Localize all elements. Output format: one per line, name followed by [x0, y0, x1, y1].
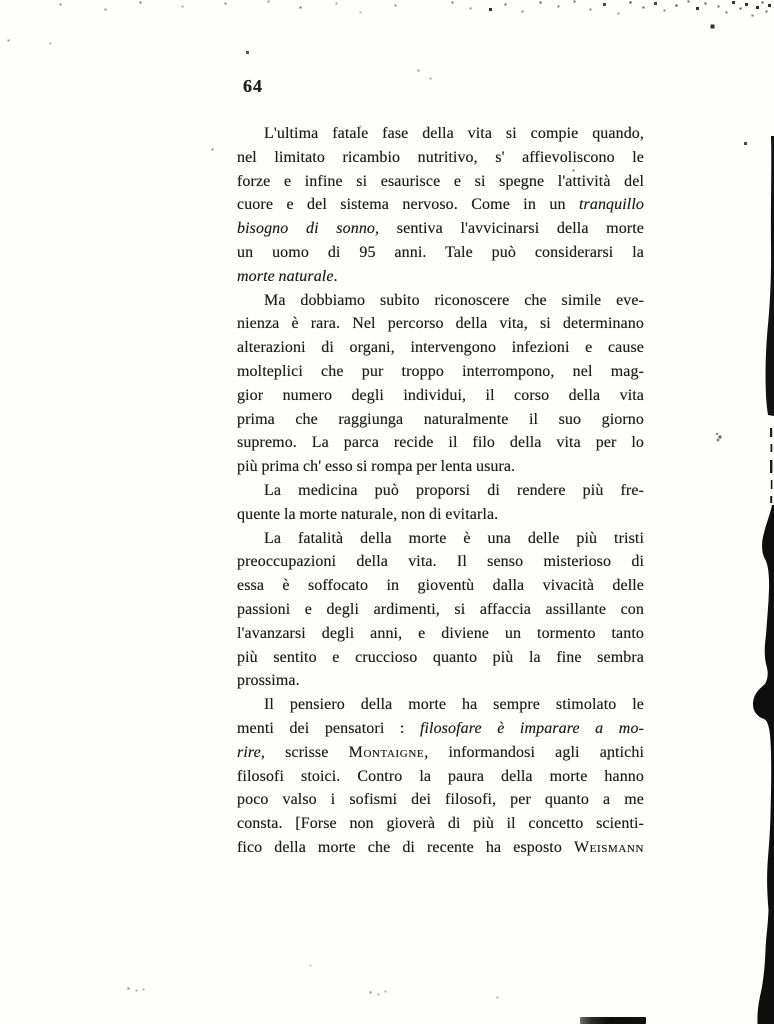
- text-run: , informandosi agli antichi: [424, 743, 644, 761]
- text-run: alterazioni di organi, intervengono infezioni e cause: [237, 339, 644, 357]
- text-line: [237, 741, 644, 765]
- text-line: [237, 646, 644, 670]
- text-run: nienza è rara. Nel percorso della vita, si determinano: [237, 315, 644, 333]
- page-number: 64: [243, 76, 263, 96]
- text-run: gior numero degli individui, il corso della vita: [237, 386, 644, 404]
- text-line: [237, 193, 644, 217]
- text-run: preoccupazioni della vita. Il senso misterioso di: [237, 553, 644, 571]
- italic-text: filosofare è imparare a mo-: [419, 719, 644, 737]
- ink-smudge-right-edge: [740, 0, 774, 1024]
- text-line: [237, 503, 644, 527]
- text-line: [237, 693, 644, 717]
- text-line: [237, 479, 644, 503]
- paragraph: [237, 289, 644, 479]
- text-run: , sentiva l'avvicinarsi della morte: [375, 220, 644, 238]
- italic-text: rire: [237, 743, 261, 761]
- text-run: quente la morte naturale, non di evitarla.: [237, 505, 499, 523]
- text-line: [237, 550, 644, 574]
- text-line: [237, 788, 644, 812]
- text-line: [237, 312, 644, 336]
- text-run: più prima ch' esso si rompa per lenta usura.: [237, 458, 516, 476]
- text-line: [237, 170, 644, 194]
- text-line: [237, 431, 644, 455]
- text-run: l'avanzarsi degli anni, e diviene un tormento tanto: [237, 624, 644, 642]
- text-run: consta. [Forse non gioverà di più il concetto scienti-: [237, 815, 644, 833]
- text-run: poco valso i sofismi dei filosofi, per quanto a me: [237, 791, 644, 809]
- text-run: essa è soffocato in gioventù dalla vivacità delle: [237, 577, 644, 595]
- text-run: un uomo di 95 anni. Tale può considerarsi la: [237, 243, 644, 261]
- text-run: prima che raggiunga naturalmente il suo giorno: [237, 410, 644, 428]
- text-run: , scrisse: [260, 743, 349, 761]
- italic-text: tranquillo: [578, 196, 644, 214]
- text-line: [237, 384, 644, 408]
- margin-ink-mark: [716, 433, 718, 435]
- text-run: Ma dobbiamo subito riconoscere che simile eve-: [264, 291, 644, 309]
- text-line: [237, 622, 644, 646]
- text-line: [237, 122, 644, 146]
- paragraph: [237, 122, 644, 289]
- text-run: La medicina può proporsi di rendere più fre-: [264, 481, 644, 499]
- text-line: [237, 598, 644, 622]
- text-line: [237, 812, 644, 836]
- text-run: supremo. La parca recide il filo della vita per lo: [237, 434, 644, 452]
- text-line: [237, 146, 644, 170]
- text-run: Il pensiero della morte ha sempre stimolato le: [264, 696, 644, 714]
- text-run: nel limitato ricambio nutritivo, s' affievoliscono le: [237, 148, 644, 166]
- text-run: passioni e degli ardimenti, si affaccia assillante con: [237, 600, 644, 618]
- italic-text: bisogno di sonno: [237, 220, 376, 238]
- text-run: La fatalità della morte è una delle più tristi: [264, 529, 644, 547]
- text-line: [237, 836, 644, 860]
- text-run: più sentito e cruccioso quanto più la fine sembra: [237, 648, 644, 666]
- text-run: menti dei pensatori :: [237, 719, 420, 737]
- text-run: L'ultima fatale fase della vita si compie quando,: [264, 125, 644, 142]
- text-line: [237, 241, 644, 265]
- text-line: [237, 527, 644, 551]
- text-line: [237, 217, 644, 241]
- text-run: forze e infine si esaurisce e si spegne l'attività del: [237, 172, 644, 190]
- text-run: molteplici che pur troppo interrompono, nel mag-: [237, 362, 644, 380]
- text-line: [237, 574, 644, 598]
- text-line: [237, 360, 644, 384]
- text-run: prossima.: [237, 672, 300, 690]
- text-line: [237, 336, 644, 360]
- smallcaps-name: Weismann: [573, 838, 644, 856]
- paragraph: [237, 527, 644, 694]
- page-text: [237, 122, 644, 860]
- text-line: [237, 408, 644, 432]
- text-line: [237, 717, 644, 741]
- paragraph: [237, 479, 644, 527]
- scan-noise-bottom: [0, 0, 1, 1]
- text-run: cuore e del sistema nervoso. Come in un: [237, 196, 579, 214]
- text-line: [237, 669, 644, 693]
- paragraph: [237, 693, 644, 860]
- text-line: [237, 765, 644, 789]
- italic-text: morte naturale: [237, 267, 334, 285]
- text-run: filosofi stoici. Contro la paura della morte hanno: [237, 767, 644, 785]
- smallcaps-name: Montaigne: [348, 743, 425, 761]
- text-run: .: [333, 267, 338, 285]
- text-line: [237, 289, 644, 313]
- ink-bar-bottom: [580, 1017, 646, 1024]
- text-line: [237, 455, 644, 479]
- text-line: [237, 265, 644, 289]
- text-run: fico della morte che di recente ha esposto: [237, 838, 574, 856]
